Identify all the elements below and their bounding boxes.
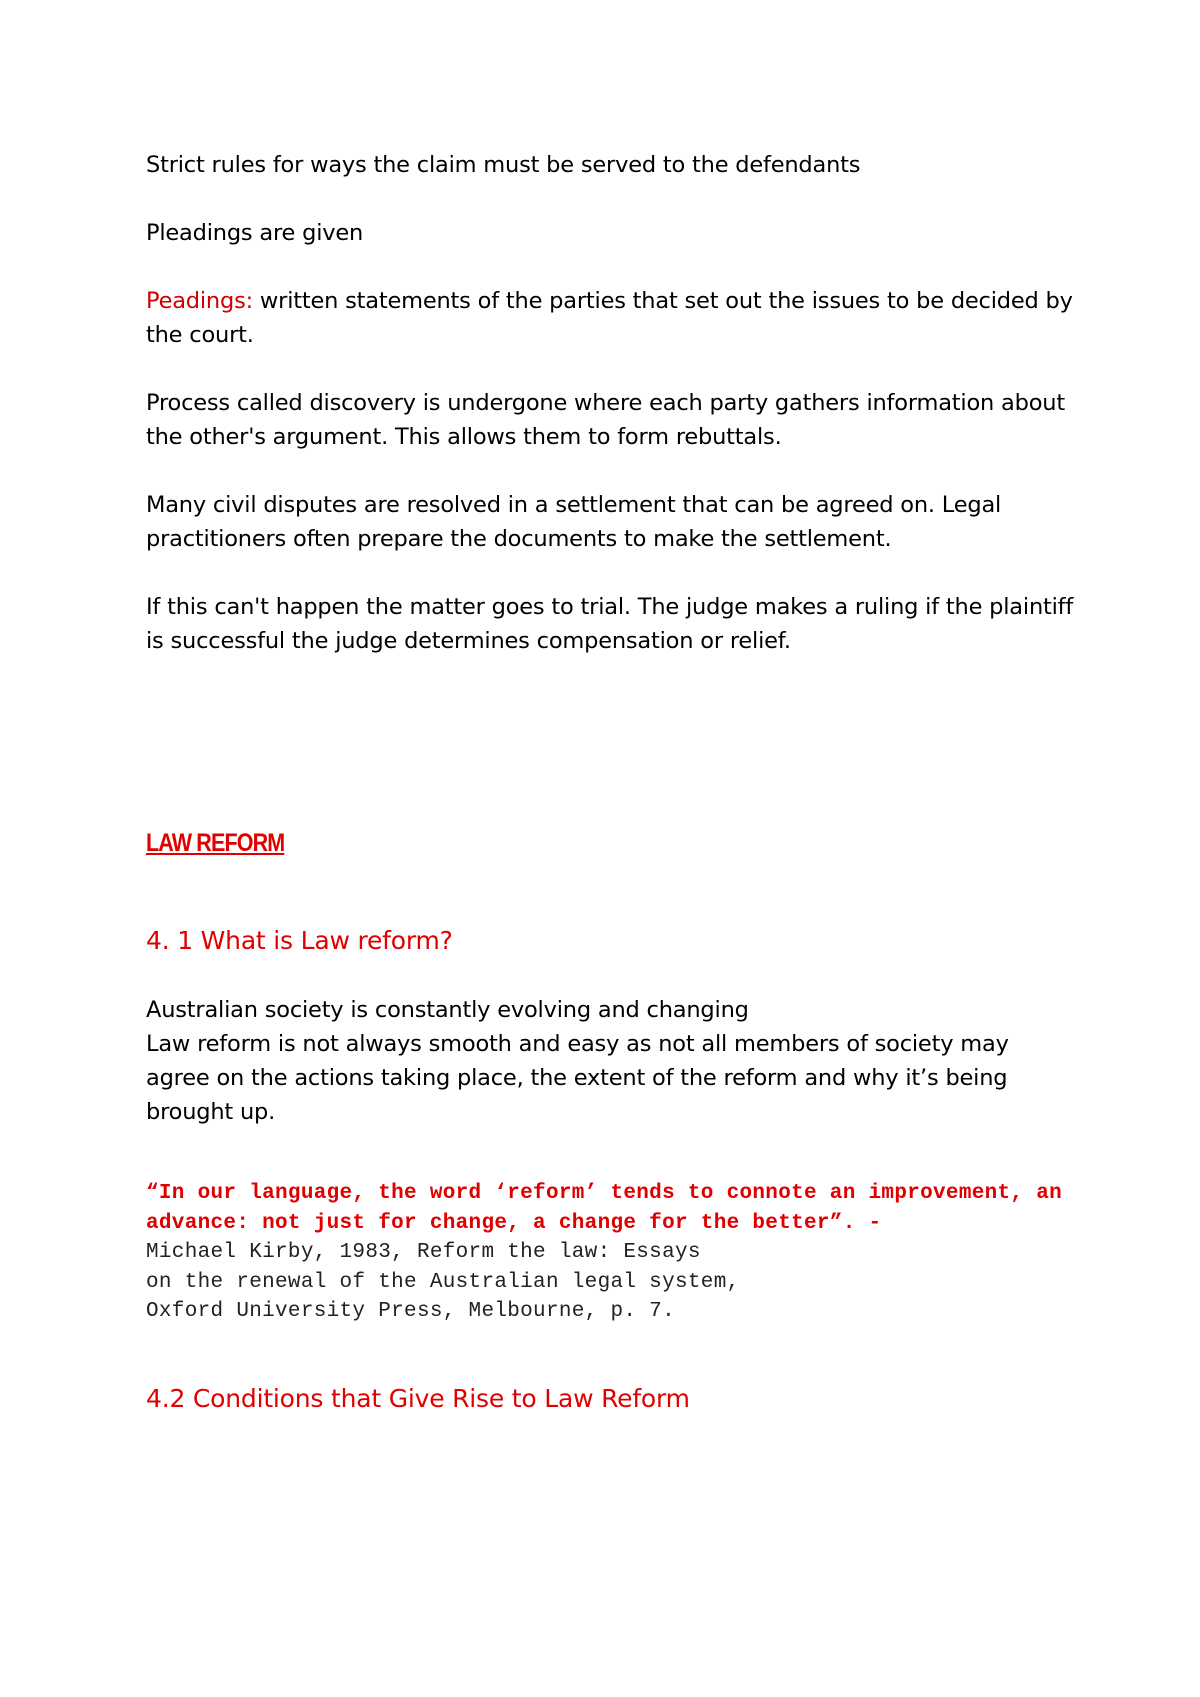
paragraph-service-rules: Strict rules for ways the claim must be served to the defendants	[146, 152, 861, 178]
paragraph-pleadings-given: Pleadings are given	[146, 220, 364, 246]
citation-line: Michael Kirby, 1983, Reform the law: Essays	[146, 1241, 701, 1264]
subheading-what-is-law-reform: 4. 1 What is Law reform?	[146, 926, 453, 955]
quote-citation	[146, 1238, 1076, 1327]
paragraph-discovery: Process called discovery is undergone where each party gathers information about the other's argument. This allows them to form rebuttals.	[146, 390, 1065, 450]
term-pleadings: Peadings:	[146, 288, 253, 314]
section-title-law-reform: LAW REFORM	[146, 829, 285, 857]
paragraph-reform-not-smooth: Law reform is not always smooth and easy as not all members of society may agree on the actions taking place, the extent of the reform and why it’s being brought up.	[146, 1031, 1009, 1125]
spacer	[146, 692, 1076, 826]
citation-line: Oxford University Press, Melbourne, p. 7.	[146, 1300, 675, 1323]
paragraph-trial: If this can't happen the matter goes to trial. The judge makes a ruling if the plaintiff is successful the judge determines compensation or relief.	[146, 594, 1074, 654]
quote-kirby: “In our language, the word ‘reform’ tends to connote an improvement, an advance: not just for change, a change for the better”. -	[146, 1182, 1063, 1235]
subheading-conditions-law-reform: 4.2 Conditions that Give Rise to Law Reform	[146, 1383, 690, 1413]
paragraph-settlement: Many civil disputes are resolved in a settlement that can be agreed on. Legal practitioners often prepare the documents to make the settlement.	[146, 492, 1002, 552]
spacer	[146, 861, 1076, 923]
citation-line: on the renewal of the Australian legal system,	[146, 1270, 740, 1294]
paragraph-society-evolving: Australian society is constantly evolving and changing	[146, 997, 749, 1023]
definition-pleadings: written statements of the parties that set out the issues to be decided by the court.	[146, 288, 1073, 348]
paragraph-pleadings-definition	[146, 284, 1076, 352]
document-body	[146, 148, 1076, 1417]
